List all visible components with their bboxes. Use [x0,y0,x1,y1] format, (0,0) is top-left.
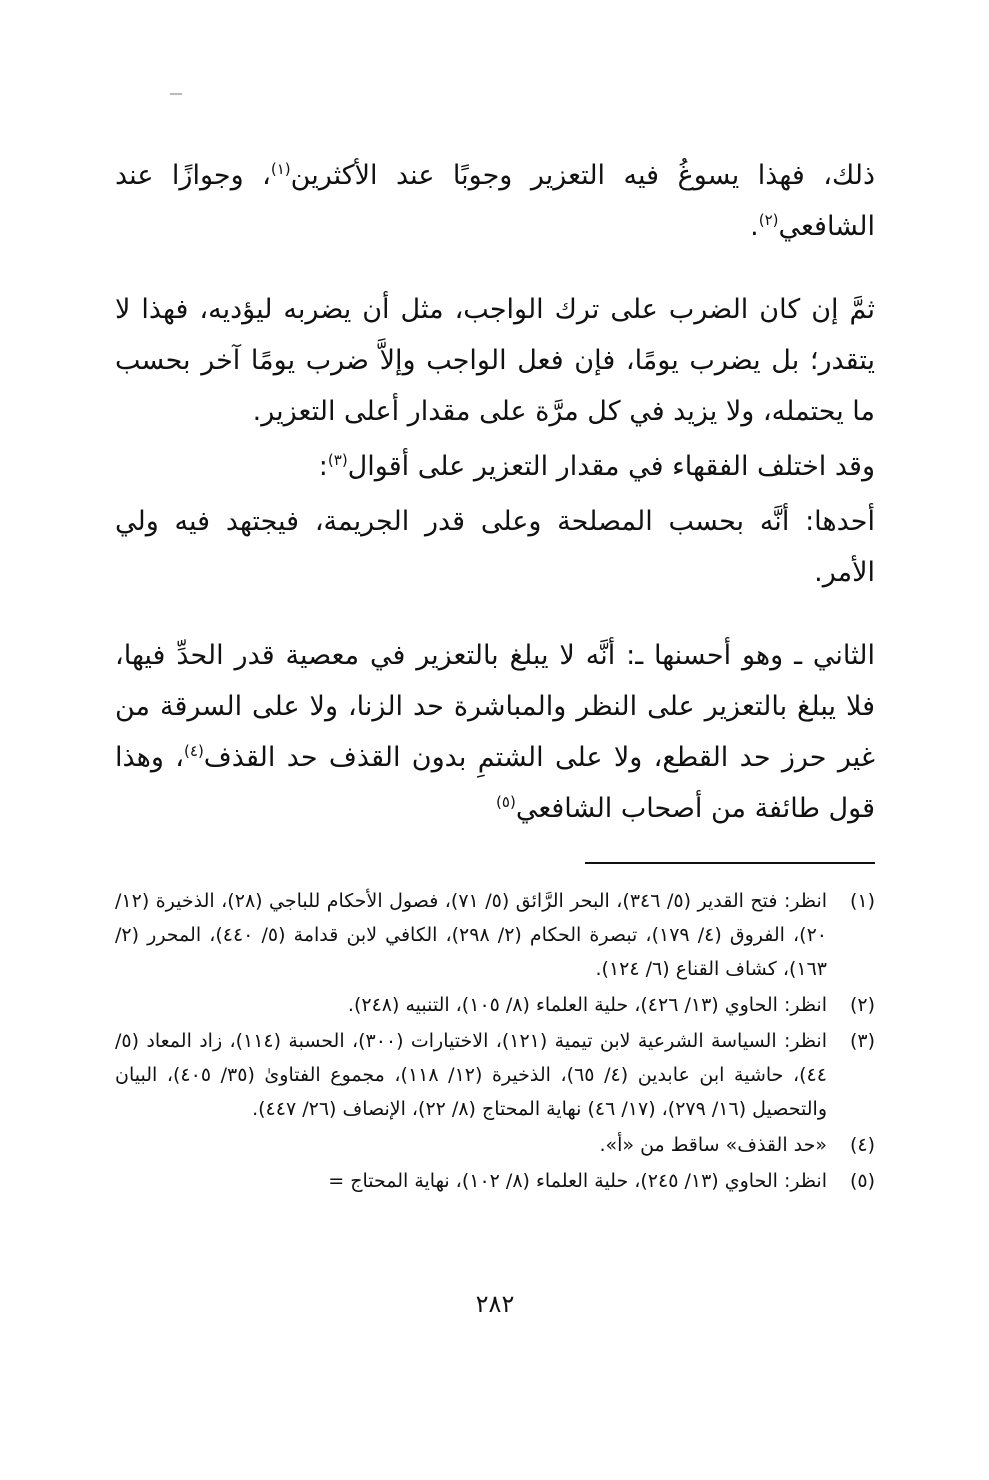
footnote-ref[interactable]: (٢) [758,211,779,229]
footnote-ref[interactable]: (٤) [184,742,204,760]
footnote-ref[interactable]: (٣) [327,451,348,469]
footnote-text: انظر: السياسة الشرعية لابن تيمية (١٢١)، الاختيارات (٣٠٠)، الحسبة (١١٤)، زاد المعاد (٥/ ٤٤)، حاشية ابن عابدين (٤/ ٦٥)، الذخيرة (١٢/ ١١٨)، مجموع الفتاوىٰ (٣٥/ ٤٠٥)، البيان والتحصيل (١٦/ ٢٧٩)، (١٧/ ٤٦) نهاية المحتاج (٨/ ٢٢)، الإنصاف (٢٦/ ٤٤٧). [115,1030,827,1120]
page-number: ٢٨٢ [475,1290,515,1318]
text-run: . [750,211,759,242]
paragraph-1 [115,150,875,252]
footnotes [115,884,875,1198]
footnote-ref[interactable]: (٥) [496,793,516,811]
paragraph-3 [115,441,875,492]
footnote-number: (٥) [849,1170,875,1192]
text-run: وقد اختلف الفقهاء في مقدار التعزير على أقوال [347,451,875,482]
footnote-3 [115,1024,875,1126]
text-run: ذلك، فهذا يسوغُ فيه التعزير وجوبًا عند الأكثرين [290,160,875,191]
footnote-1 [115,884,875,986]
text-run: ، وهذا قول طائفة من أصحاب الشافعي [115,742,875,824]
document-page [115,150,875,1430]
paragraph-2 [115,284,875,437]
paragraph-5 [115,630,875,834]
footnote-5 [115,1164,875,1198]
text-run: ثمَّ إن كان الضرب على ترك الواجب، مثل أن يضربه ليؤديه، فهذا لا يتقدر؛ بل يضرب يومًا، فإن فعل الواجب وإلاَّ ضرب يومًا آخر بحسب ما يحتمله، ولا يزيد في كل مرَّة على مقدار أعلى التعزير. [115,294,875,427]
footnote-text: انظر: الحاوي (١٣/ ٢٤٥)، حلية العلماء (٨/ ١٠٢)، نهاية المحتاج = [328,1170,827,1192]
footnote-number: (١) [849,890,875,912]
text-run: الثاني ـ وهو أحسنها ـ: أنَّه لا يبلغ بالتعزير في معصية قدر الحدِّ فيها، فلا يبلغ بالتعزير على النظر والمباشرة حد الزنا، ولا على السرقة من غير حرز حد القطع، ولا على الشتمِ بدون القذف حد القذف [115,640,875,773]
footnote-text: انظر: الحاوي (١٣/ ٤٢٦)، حلية العلماء (٨/ ١٠٥)، التنبيه (٢٤٨). [347,994,827,1016]
main-text [115,150,875,834]
text-run: أحدها: أنَّه بحسب المصلحة وعلى قدر الجريمة، فيجتهد فيه ولي الأمر. [115,506,875,588]
scan-speck [170,93,182,95]
text-run: ، وجوازًا عند الشافعي [115,160,875,242]
footnote-separator [585,862,875,864]
text-run: : [318,451,328,482]
footnote-number: (٣) [849,1030,875,1052]
footnote-4 [115,1128,875,1162]
paragraph-4 [115,496,875,598]
footnote-2 [115,988,875,1022]
footnote-ref[interactable]: (١) [270,160,291,178]
footnote-number: (٢) [849,994,875,1016]
footnote-number: (٤) [849,1134,875,1156]
footnote-text: انظر: فتح القدير (٥/ ٣٤٦)، البحر الرَّائق (٥/ ٧١)، فصول الأحكام للباجي (٢٨)، الذخيرة (١٢/ ٢٠)، الفروق (٤/ ١٧٩)، تبصرة الحكام (٢/ ٢٩٨)، الكافي لابن قدامة (٥/ ٤٤٠)، المحرر (٢/ ١٦٣)، كشاف القناع (٦/ ١٢٤). [115,890,828,980]
footnote-text: «حد القذف» ساقط من «أ». [599,1134,827,1156]
